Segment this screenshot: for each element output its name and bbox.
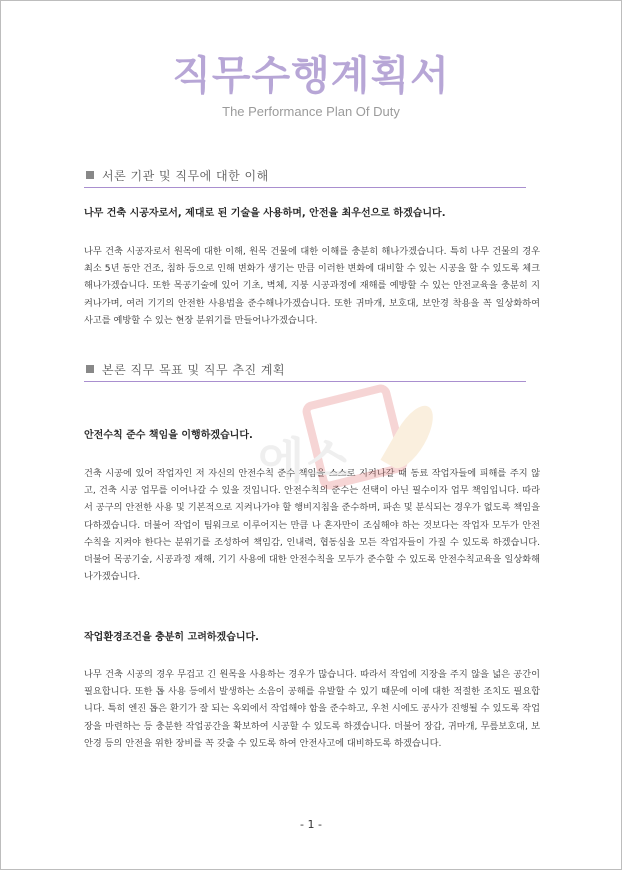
section-heading-label: 본론 직무 목표 및 직무 추진 계획 bbox=[102, 362, 286, 377]
section-lead: 나무 건축 시공자로서, 제대로 된 기술을 사용하며, 안전을 최우선으로 하겠습니다. bbox=[84, 208, 446, 219]
document-subtitle: The Performance Plan Of Duty bbox=[222, 104, 400, 119]
page-number: - 1 - bbox=[300, 818, 322, 831]
watermark-logo bbox=[258, 392, 438, 502]
section-heading-intro bbox=[86, 165, 526, 185]
section-heading-label: 서론 기관 및 직무에 대한 이해 bbox=[102, 168, 269, 183]
section-paragraph: 나무 건축 시공의 경우 무겁고 긴 원목을 사용하는 경우가 많습니다. 따라서 작업에 지장을 주지 않을 넓은 공간이 필요합니다. 또한 톱 사용 등에서 발생하는 소음이 공해를 유발할 수 있기 때문에 이에 대한 적절한 조치도 필요합니다. 특히 엔진 톱은 환기가 잘 되는 옥외에서 작업해야 함을 준수하고, 우천 시에도 공사가 진행될 수 있도록 작업장을 마련하는 등 충분한 작업공간을 확보하여 시공할 수 있도록 하겠습니다. 더불어 장갑, 귀마개, 무릎보호대, 보안경 등의 안전을 위한 장비를 꼭 갖출 수 있도록 하여 안전사고에 대비하도록 하겠습니다. bbox=[84, 669, 540, 749]
document-title: 직무수행계획서 bbox=[172, 53, 450, 99]
watermark-text: 에스 bbox=[258, 433, 351, 489]
square-bullet-icon bbox=[86, 365, 94, 373]
section-lead: 안전수칙 준수 책임을 이행하겠습니다. bbox=[84, 430, 253, 441]
section-divider bbox=[84, 187, 526, 188]
square-bullet-icon bbox=[86, 171, 94, 179]
section-paragraph: 건축 시공에 있어 작업자인 저 자신의 안전수칙 준수 책임을 스스로 지켜나갈 때 동료 작업자들에 피해를 주지 않고, 건축 시공 업무를 이어나갈 수 있을 것입니다. 안전수칙의 준수는 선택이 아닌 필수이자 업무 책임입니다. 따라서 공구의 안전한 사용 및 기본적으로 지켜나가야 할 행비지침을 준수하며, 파손 및 분식되는 경우가 없도록 책임을 다하겠습니다. 더불어 작업이 팀워크로 이루어지는 만큼 나 혼자만이 조심해야 하는 것보다는 작업자 모두가 안전수칙을 지켜야 한다는 분위기를 조성하여 책임감, 인내력, 협동심을 모든 작업자들이 가질 수 있도록 하겠습니다. 더불어 목공기술, 시공과정 재해, 기기 사용에 대한 안전수칙을 모두가 준수할 수 있도록 안전수칙교육을 일상화해나가겠습니다. bbox=[84, 468, 540, 583]
section-paragraph: 나무 건축 시공자로서 원목에 대한 이해, 원목 건물에 대한 이해를 충분히 해나가겠습니다. 특히 나무 건물의 경우 최소 5년 동안 건조, 침하 등으로 인해 변화가 생기는 만큼 이러한 변화에 대비할 수 있는 시공을 할 수 있도록 체크해나가겠습니다. 또한 목공기술에 있어 기초, 벽체, 지붕 시공과정에 재해를 예방할 수 있는 안전교육을 충분히 지켜나가며, 여러 기기의 안전한 사용법을 준수해나가겠습니다. 또한 귀마개, 보호대, 보안경 착용을 꼭 일상화하여 사고를 예방할 수 있는 현장 분위기를 만들어나가겠습니다. bbox=[84, 246, 540, 326]
section-divider bbox=[84, 381, 526, 382]
section-heading-body bbox=[86, 359, 526, 379]
section-lead: 작업환경조건을 충분히 고려하겠습니다. bbox=[84, 632, 259, 643]
